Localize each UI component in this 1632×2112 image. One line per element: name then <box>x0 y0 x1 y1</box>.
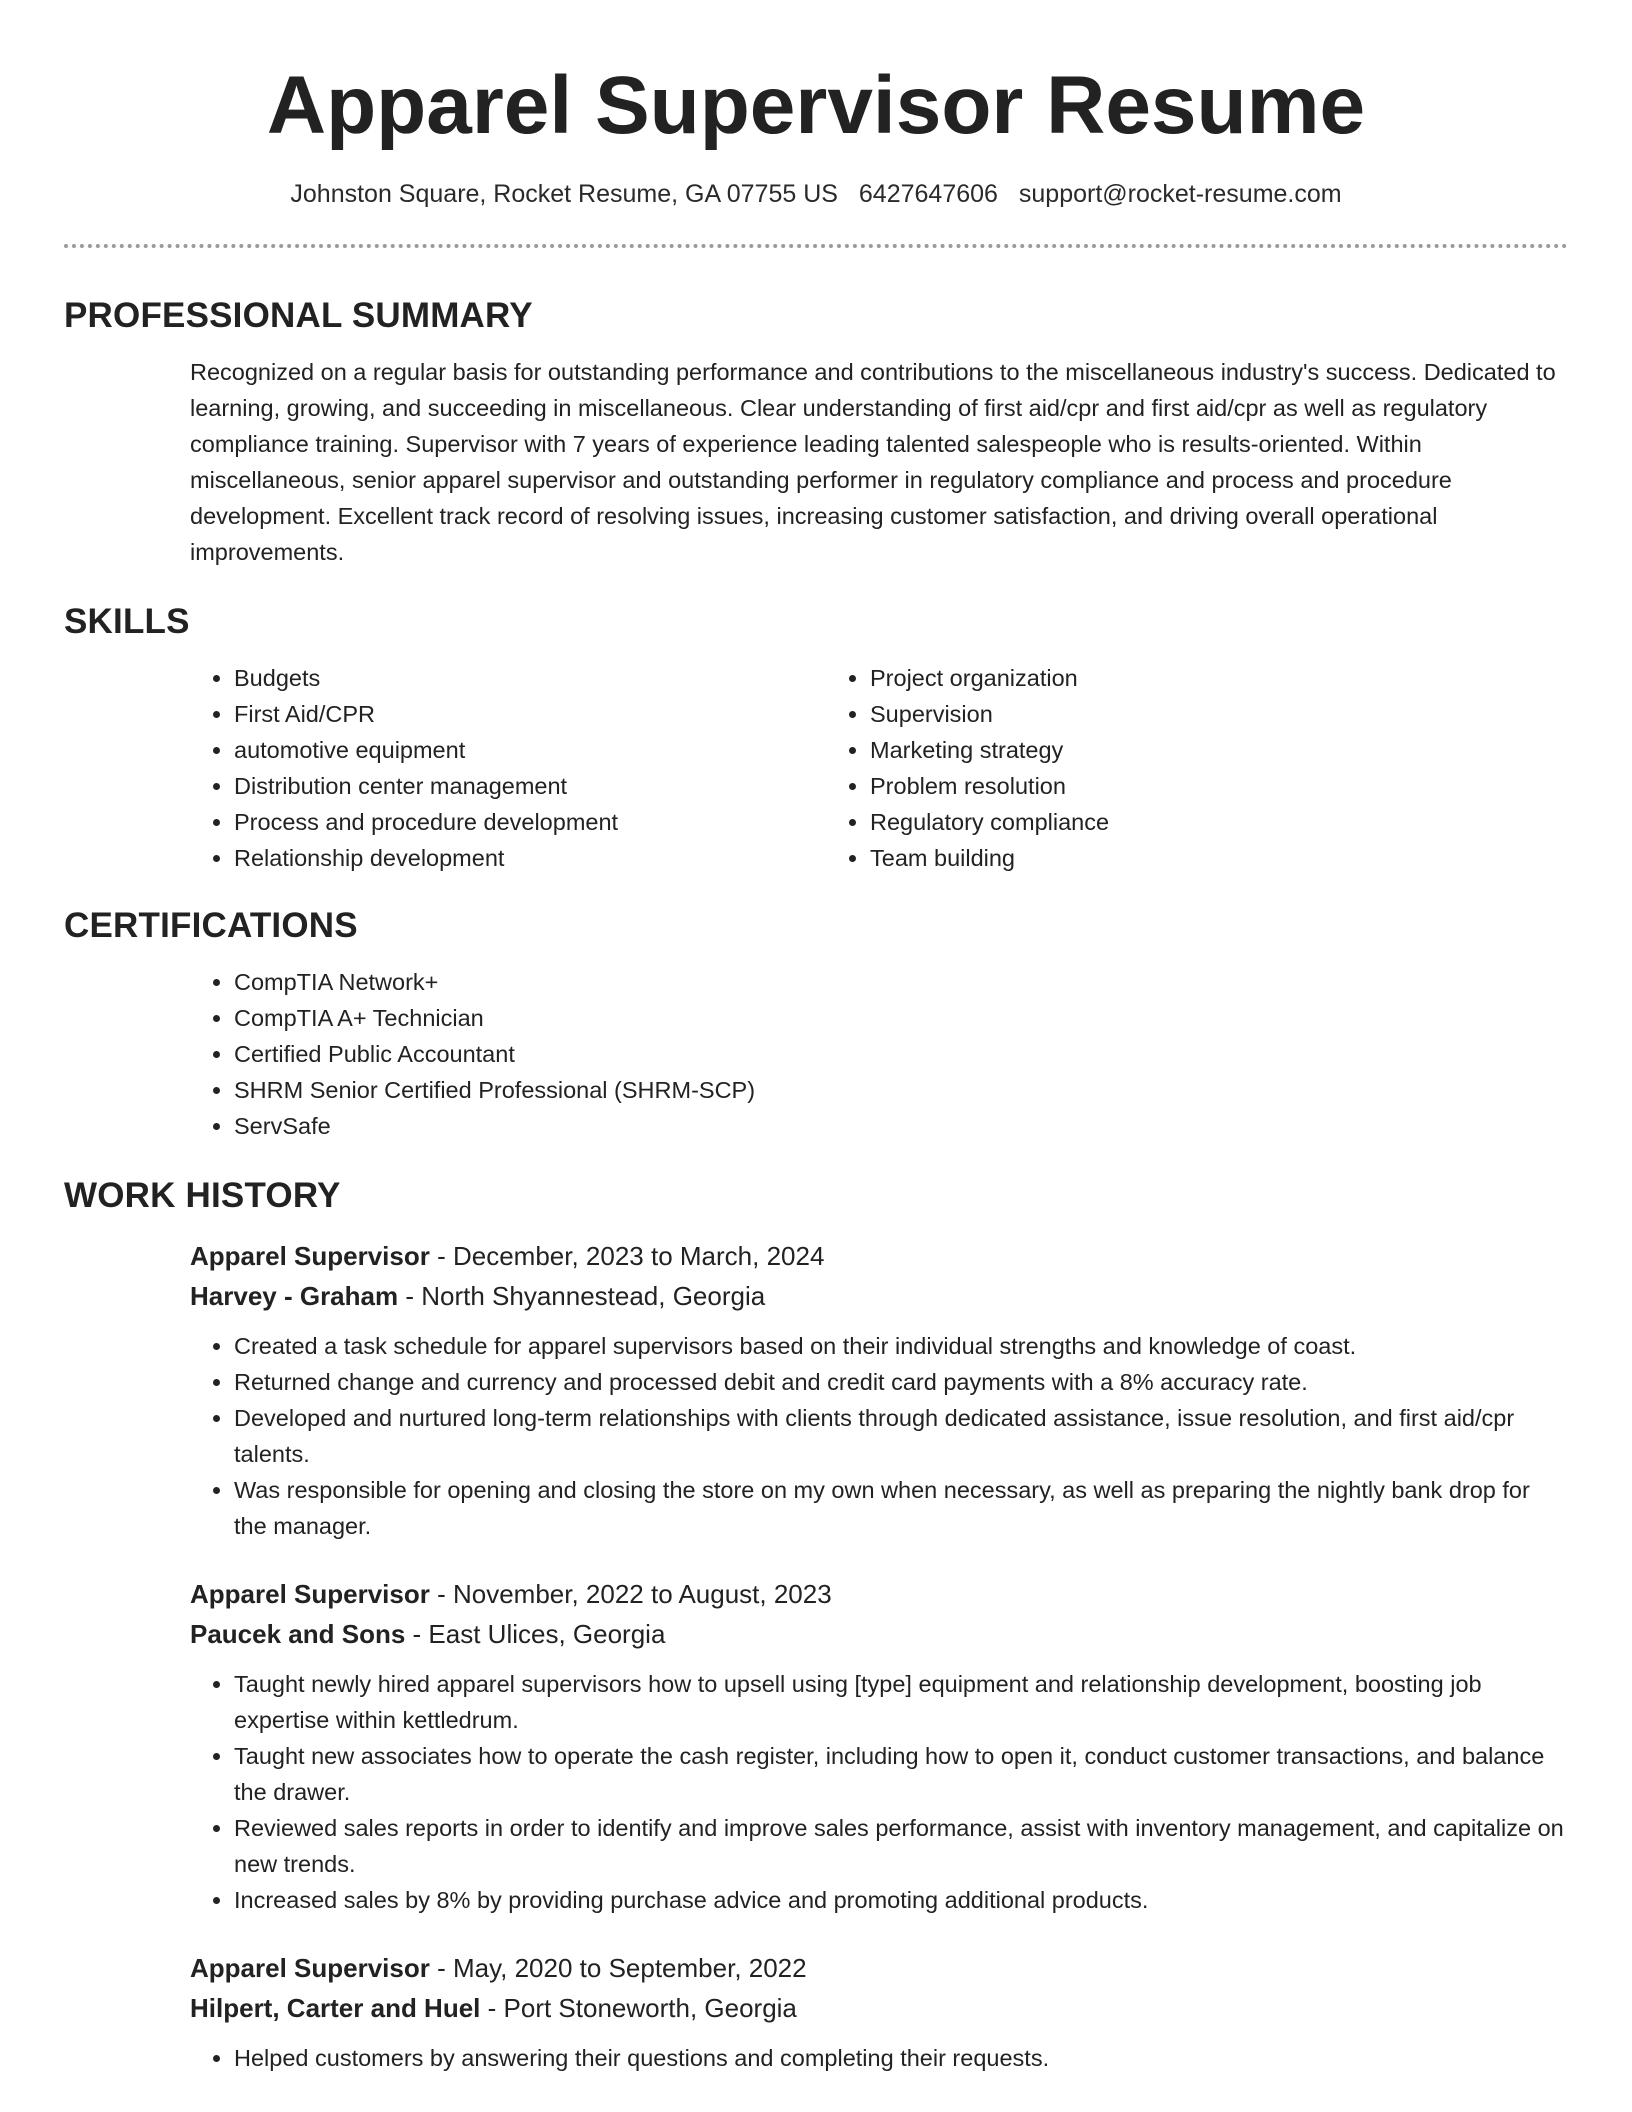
work-history-section <box>64 1174 1568 2076</box>
job-title-line <box>190 1948 1568 1988</box>
skill-item: • Process and procedure development <box>234 804 826 840</box>
contact-address: Johnston Square, Rocket Resume, GA 07755 US <box>290 180 838 208</box>
job-location: - North Shyannestead, Georgia <box>398 1281 766 1311</box>
job-entry <box>190 1236 1568 1544</box>
job-location: - East Ulices, Georgia <box>405 1619 666 1649</box>
job-bullet: • Was responsible for opening and closing the store on my own when necessary, as well as preparing the nightly bank drop for the manager. <box>234 1472 1568 1544</box>
skill-item: • Project organization <box>870 660 1462 696</box>
certification-item: • SHRM Senior Certified Professional (SHRM-SCP) <box>234 1072 1568 1108</box>
job-bullet: • Taught newly hired apparel supervisors how to upsell using [type] equipment and relationship development, boosting job expertise within kettledrum. <box>234 1666 1568 1738</box>
header-divider <box>64 244 1568 248</box>
job-bullet: • Taught new associates how to operate the cash register, including how to open it, conduct customer transactions, and balance the drawer. <box>234 1738 1568 1810</box>
job-company: Hilpert, Carter and Huel <box>190 1993 481 2023</box>
skills-section <box>64 600 1568 876</box>
job-company-line <box>190 1988 1568 2028</box>
job-company-line <box>190 1276 1568 1316</box>
job-title: Apparel Supervisor <box>190 1579 430 1609</box>
skill-item: • Relationship development <box>234 840 826 876</box>
job-bullet: • Developed and nurtured long-term relationships with clients through dedicated assistance, issue resolution, and first aid/cpr talents. <box>234 1400 1568 1472</box>
job-location: - Port Stoneworth, Georgia <box>480 1993 797 2023</box>
certification-item: • ServSafe <box>234 1108 1568 1144</box>
skill-item: • automotive equipment <box>234 732 826 768</box>
job-bullet: • Increased sales by 8% by providing purchase advice and promoting additional products. <box>234 1882 1568 1918</box>
job-entry <box>190 1574 1568 1918</box>
job-bullets <box>190 1328 1568 1544</box>
skill-item: • Team building <box>870 840 1462 876</box>
skill-item: • First Aid/CPR <box>234 696 826 732</box>
job-bullet: • Helped customers by answering their questions and completing their requests. <box>234 2040 1568 2076</box>
skill-item: • Regulatory compliance <box>870 804 1462 840</box>
job-bullet: • Created a task schedule for apparel supervisors based on their individual strengths and knowledge of coast. <box>234 1328 1568 1364</box>
job-title-line <box>190 1574 1568 1614</box>
certifications-list <box>190 964 1568 1144</box>
skill-item: • Budgets <box>234 660 826 696</box>
contact-email: support@rocket-resume.com <box>1018 180 1342 208</box>
job-entry <box>190 1948 1568 2076</box>
job-dates: - May, 2020 to September, 2022 <box>429 1953 807 1983</box>
job-title-line <box>190 1236 1568 1276</box>
certification-item: • Certified Public Accountant <box>234 1036 1568 1072</box>
job-bullets <box>190 1666 1568 1918</box>
job-company: Harvey - Graham <box>190 1281 399 1311</box>
resume-title: Apparel Supervisor Resume <box>266 60 1366 151</box>
summary-section <box>64 294 1568 570</box>
skills-list-right <box>826 660 1462 876</box>
resume-page <box>64 0 1568 2076</box>
skills-heading: SKILLS <box>64 602 190 641</box>
job-company-line <box>190 1614 1568 1654</box>
certifications-heading: CERTIFICATIONS <box>64 906 358 945</box>
skill-item: • Problem resolution <box>870 768 1462 804</box>
job-bullet: • Reviewed sales reports in order to identify and improve sales performance, assist with inventory management, and capitalize on new trends. <box>234 1810 1568 1882</box>
work-history-heading: WORK HISTORY <box>64 1176 341 1215</box>
summary-heading: PROFESSIONAL SUMMARY <box>64 296 533 335</box>
certifications-section <box>64 904 1568 1144</box>
certification-item: • CompTIA A+ Technician <box>234 1000 1568 1036</box>
job-bullet: • Returned change and currency and processed debit and credit card payments with a 8% accuracy rate. <box>234 1364 1568 1400</box>
job-company: Paucek and Sons <box>190 1619 406 1649</box>
skill-item: • Marketing strategy <box>870 732 1462 768</box>
skills-list-left <box>190 660 826 876</box>
skills-grid <box>190 660 1568 876</box>
skill-item: • Supervision <box>870 696 1462 732</box>
certification-item: • CompTIA Network+ <box>234 964 1568 1000</box>
job-title: Apparel Supervisor <box>190 1241 430 1271</box>
summary-text: Recognized on a regular basis for outstanding performance and contributions to the miscellaneous industry's success. Dedicated to learning, growing, and succeeding in miscellaneous. Clear understanding of first aid/cpr and first aid/cpr as well as regulatory compliance training. Supervisor with 7 years of experience leading talented salespeople who is results-oriented. Within miscellaneous, senior apparel supervisor and outstanding performer in regulatory compliance and process and procedure development. Excellent track record of resolving issues, increasing customer satisfaction, and driving overall operational improvements. <box>190 359 1556 565</box>
job-dates: - November, 2022 to August, 2023 <box>429 1579 832 1609</box>
contact-phone: 6427647606 <box>858 180 998 208</box>
job-bullets <box>190 2040 1568 2076</box>
job-dates: - December, 2023 to March, 2024 <box>429 1241 825 1271</box>
contact-line <box>64 178 1568 210</box>
job-title: Apparel Supervisor <box>190 1953 430 1983</box>
skill-item: • Distribution center management <box>234 768 826 804</box>
